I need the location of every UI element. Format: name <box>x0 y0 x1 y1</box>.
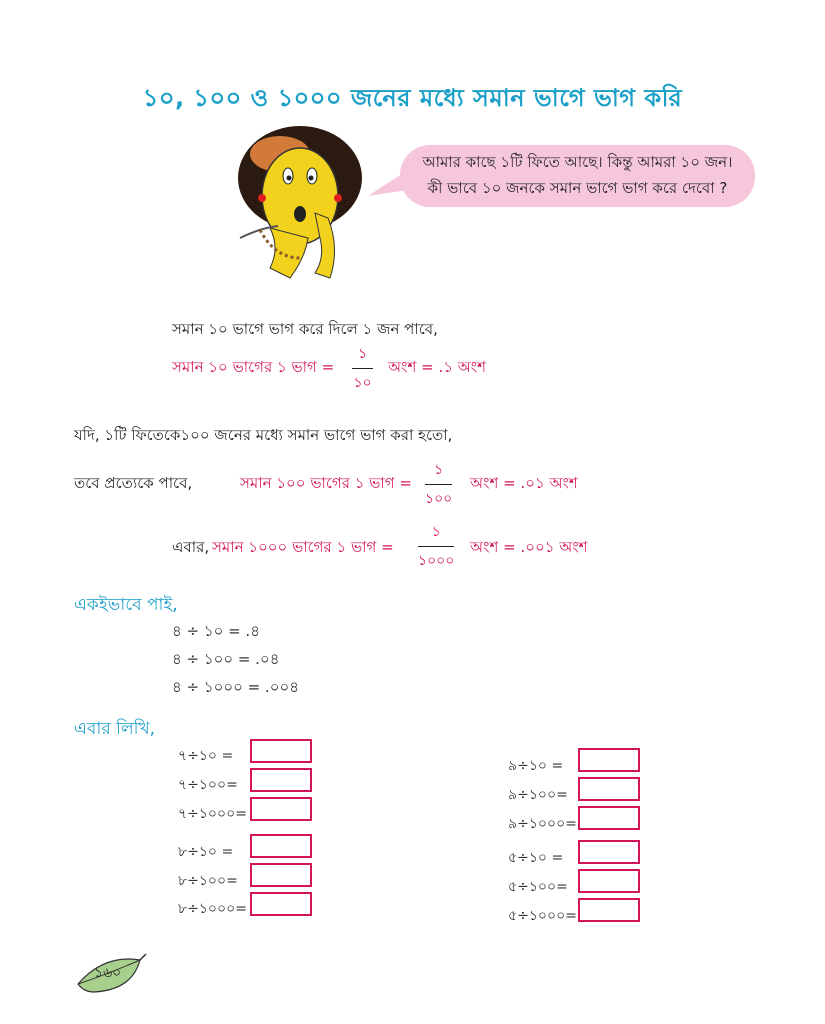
exercise-left-label: ৮÷১০০= <box>178 873 238 889</box>
exercise-left-label: ৭÷১০০= <box>178 777 238 793</box>
exercise-left-label: ৮÷১০ = <box>178 844 234 860</box>
part1-rhs: অংশ = .১ অংশ <box>388 358 487 376</box>
similar-item: ৪ ÷ ১০ = .৪ <box>172 622 260 640</box>
part3-numerator: ১ <box>418 520 454 547</box>
part3-fraction <box>418 520 454 573</box>
exercise-right-label: ৯÷১০০= <box>508 787 568 803</box>
part2-numerator: ১ <box>425 458 452 485</box>
exercise-right-label: ৫÷১০০= <box>508 879 568 895</box>
exercise-right-label: ৯÷১০ = <box>508 758 564 774</box>
part3-lhs: সমান ১০০০ ভাগের ১ ভাগ = <box>212 538 394 556</box>
similar-item: ৪ ÷ ১০০০ = .০০৪ <box>172 678 299 696</box>
part2-prefix: তবে প্রত্যেকে পাবে, <box>74 474 193 492</box>
answer-box[interactable] <box>250 834 312 858</box>
exercise-left-label: ৭÷১০০০= <box>178 806 247 822</box>
answer-box[interactable] <box>250 797 312 821</box>
part3-rhs: অংশ = .০০১ অংশ <box>470 538 588 556</box>
exercise-right-label: ৫÷১০ = <box>508 850 564 866</box>
part3-denominator: ১০০০ <box>418 553 455 569</box>
answer-box[interactable] <box>578 777 640 801</box>
exercise-right-label: ৫÷১০০০= <box>508 908 577 924</box>
part1-lhs: সমান ১০ ভাগের ১ ভাগ = <box>172 358 335 376</box>
part2-denominator: ১০০ <box>425 491 453 507</box>
part1-numerator: ১ <box>352 342 373 369</box>
similar-item: ৪ ÷ ১০০ = .০৪ <box>172 650 280 668</box>
page-number: ১৬০ <box>94 965 122 981</box>
part1-intro: সমান ১০ ভাগে ভাগ করে দিলে ১ জন পাবে, <box>172 320 438 338</box>
answer-box[interactable] <box>578 748 640 772</box>
part1-fraction <box>352 342 373 395</box>
answer-box[interactable] <box>250 892 312 916</box>
speech-line-2: কী ভাবে ১০ জনকে সমান ভাগে ভাগ করে দেবো ? <box>427 179 728 197</box>
part2-rhs: অংশ = .০১ অংশ <box>470 474 578 492</box>
part2-lhs: সমান ১০০ ভাগের ১ ভাগ = <box>240 474 412 492</box>
answer-box[interactable] <box>578 840 640 864</box>
answer-box[interactable] <box>578 869 640 893</box>
speech-line-1: আমার কাছে ১টি ফিতে আছে। কিন্তু আমরা ১০ জন। <box>422 153 733 171</box>
part3-prefix: এবার, <box>172 538 210 556</box>
part2-fraction <box>425 458 452 511</box>
answer-box[interactable] <box>578 898 640 922</box>
part1-denominator: ১০ <box>353 375 372 391</box>
answer-box[interactable] <box>578 806 640 830</box>
exercise-right-label: ৯÷১০০০= <box>508 816 577 832</box>
exercise-left-label: ৮÷১০০০= <box>178 901 247 917</box>
page-title: ১০, ১০০ ও ১০০০ জনের মধ্যে সমান ভাগে ভাগ করি <box>142 84 683 112</box>
speech-bubble <box>400 145 755 207</box>
exercise-left-label: ৭÷১০ = <box>178 748 234 764</box>
answer-box[interactable] <box>250 739 312 763</box>
part2-intro: যদি, ১টি ফিতেকে১০০ জনের মধ্যে সমান ভাগে ভাগ করা হতো, <box>74 426 453 444</box>
similar-heading: একইভাবে পাই, <box>74 595 178 615</box>
girl-illustration <box>220 118 370 288</box>
answer-box[interactable] <box>250 863 312 887</box>
exercise-heading: এবার লিখি, <box>74 719 156 739</box>
answer-box[interactable] <box>250 768 312 792</box>
